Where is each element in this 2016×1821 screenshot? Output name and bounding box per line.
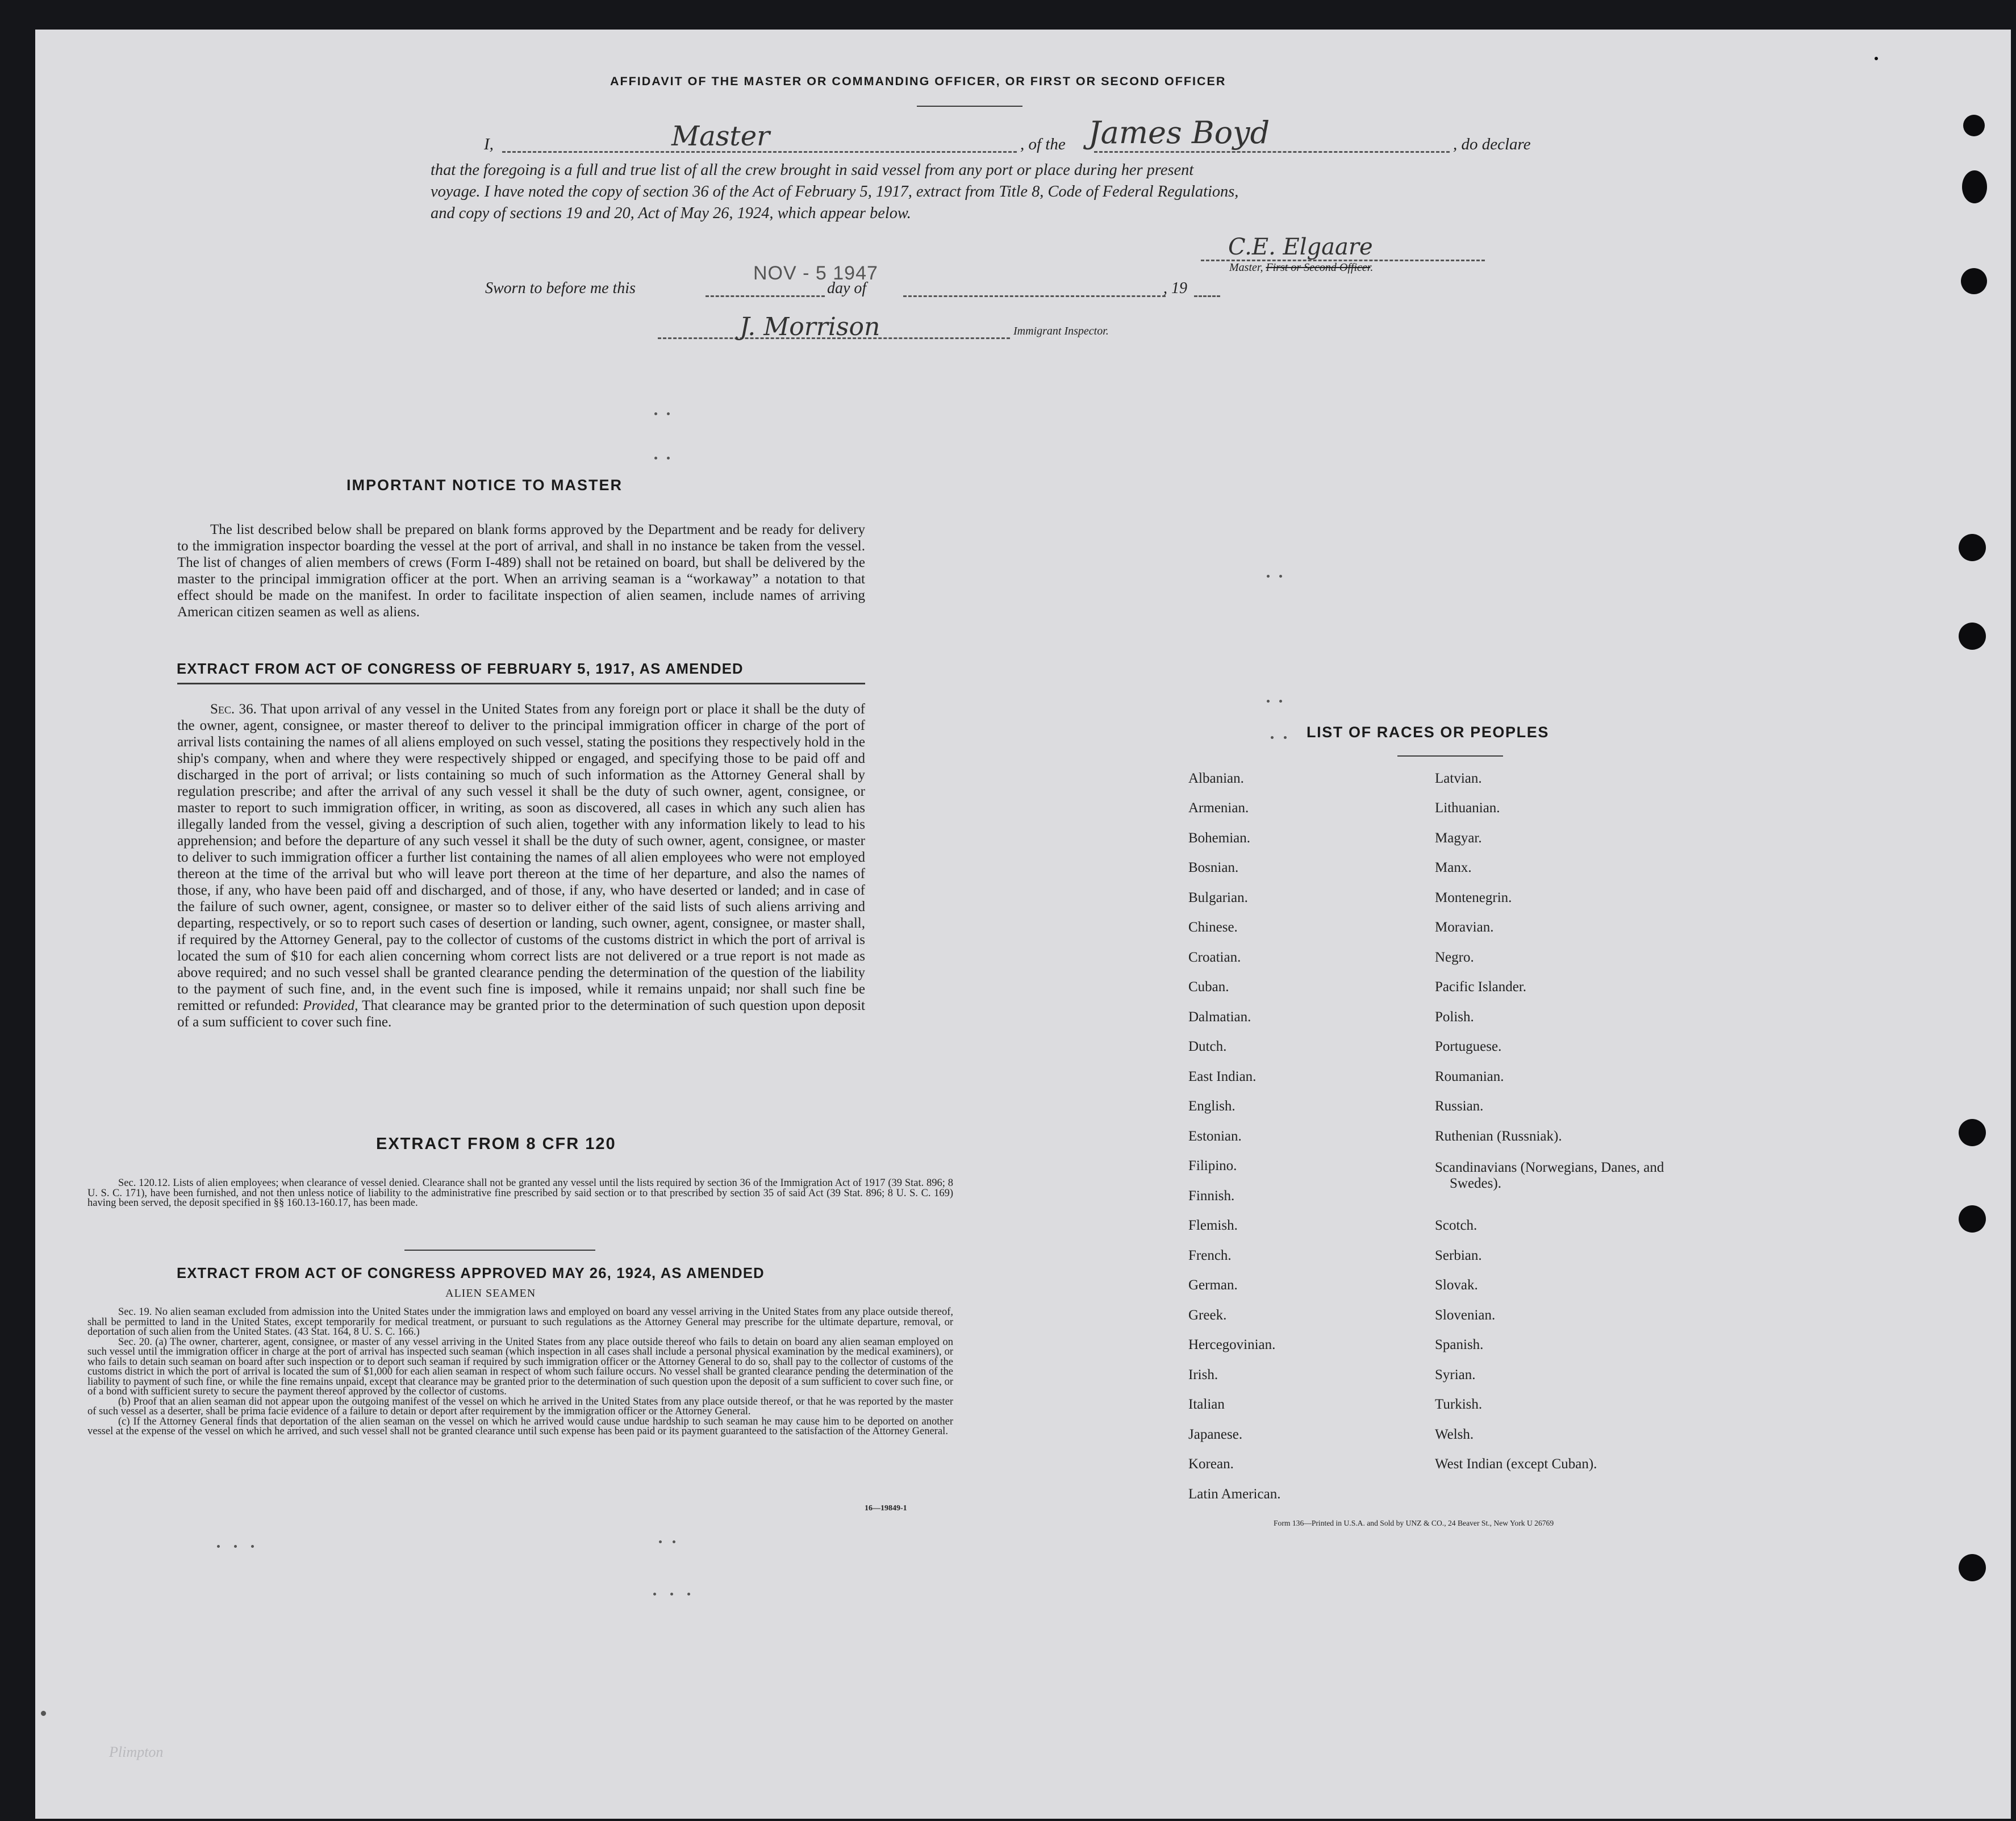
dust-speck — [673, 1540, 675, 1543]
vessel-fill-line — [1094, 151, 1450, 153]
race-item: Bulgarian. — [1188, 890, 1248, 905]
race-item: Cuban. — [1188, 979, 1229, 995]
race-item: English. — [1188, 1099, 1236, 1114]
extract-1917-rule — [177, 683, 865, 684]
dust-speck — [1267, 700, 1270, 703]
race-item: Korean. — [1188, 1456, 1234, 1472]
inspector-signature: J. Morrison — [740, 312, 880, 341]
dust-speck — [217, 1545, 220, 1548]
race-item: Irish. — [1188, 1367, 1218, 1383]
dust-speck — [251, 1545, 254, 1548]
cfr-body: Sec. 120.12. Lists of alien employees; when clearance of vessel denied. Clearance shall not be granted any vessel until the lists required by section 36 of the Immigration Act of 1917 (39 Stat. 896; 8 U. S. C. 171), have been furnished, and not then unless notice of liability to the administrative fine prescribed by said section or to that prescribed by section 35 of said Act (39 Stat. 896; 8 U. S. C. 169) having been served, the deposit specified in §§ 160.13-160.17, has been made. — [87, 1177, 953, 1209]
races-title-rule — [1397, 755, 1503, 757]
dust-speck — [654, 457, 657, 460]
race-item: Welsh. — [1435, 1427, 1474, 1442]
punch-hole — [1963, 115, 1985, 136]
year-prefix: , 19 — [1163, 279, 1187, 297]
race-item: Serbian. — [1435, 1248, 1482, 1263]
dust-speck — [654, 412, 657, 415]
race-item: Bosnian. — [1188, 860, 1239, 875]
race-item: Syrian. — [1435, 1367, 1476, 1383]
declaration-line-4: and copy of sections 19 and 20, Act of May 26, 1924, which appear below. — [431, 204, 911, 222]
extract-1924-body — [87, 1308, 953, 1437]
vessel-handwritten: James Boyd — [1088, 115, 1270, 151]
declaration-line-3: voyage. I have noted the copy of section 36 of the Act of February 5, 1917, extract from Title 8, Code of Federal Regulations, — [431, 183, 1239, 201]
notice-body: The list described below shall be prepared on blank forms approved by the Department and be ready for delivery to the immigration inspector boarding the vessel at the port of arrival, and shall in no instance be taken from the vessel. The list of changes of alien members of crews (Form I-489) shall not be retained on board, but shall be delivered by the master to the principal immigration officer at the port. When an arriving seaman is a “workaway” a notation to that effect should be made on the manifest. In order to facilitate inspection of alien seamen, include names of arriving American citizen seamen as well as aliens. — [177, 522, 865, 620]
race-item: West Indian (except Cuban). — [1435, 1456, 1597, 1472]
declare-i-label: I, — [484, 135, 494, 153]
race-item: Latin American. — [1188, 1486, 1281, 1502]
punch-hole — [1962, 170, 1987, 203]
document-page — [35, 30, 2011, 1819]
dust-speck — [687, 1593, 690, 1596]
race-item: Slovak. — [1435, 1277, 1478, 1293]
races-title: LIST OF RACES OR PEOPLES — [1307, 724, 1549, 741]
dust-speck — [659, 1540, 662, 1543]
declaration-line-2: that the foregoing is a full and true list of all the crew brought in said vessel from any port or place during her present — [431, 161, 1194, 179]
dust-speck — [1279, 700, 1282, 703]
sworn-month-line — [903, 295, 1166, 297]
master-caption — [1229, 261, 1373, 274]
dust-speck — [1267, 575, 1270, 578]
sec-36-label: Sec. 36. — [210, 701, 257, 717]
notice-title: IMPORTANT NOTICE TO MASTER — [347, 477, 623, 494]
race-item: Albanian. — [1188, 771, 1244, 786]
master-caption-prefix: Master, — [1229, 261, 1263, 274]
dust-speck — [670, 1593, 673, 1596]
race-item: Spanish. — [1435, 1337, 1484, 1352]
dust-speck — [1271, 736, 1274, 739]
race-item: East Indian. — [1188, 1069, 1257, 1084]
race-item: Flemish. — [1188, 1218, 1238, 1233]
punch-hole — [1959, 1205, 1986, 1233]
race-item: Ruthenian (Russniak). — [1435, 1129, 1562, 1144]
punch-hole — [1875, 57, 1878, 60]
race-item: Moravian. — [1435, 920, 1494, 935]
affidavit-title: AFFIDAVIT OF THE MASTER OR COMMANDING OFFICER, OR FIRST OR SECOND OFFICER — [610, 74, 1226, 88]
race-item: Armenian. — [1188, 800, 1249, 816]
race-item: Italian — [1188, 1397, 1225, 1412]
punch-hole — [1959, 534, 1986, 561]
sec-36-text-end: That clearance may be granted prior to the determination of such question upon deposit of a sum sufficient to cover such fine. — [177, 998, 865, 1030]
sec-20b-text: (b) Proof that an alien seaman did not appear upon the outgoing manifest of the vessel on which he arrived in the United States from any place outside thereof, or that he was reported by the master of such vessel as a deserter, shall be prima facie evidence of a failure to detain or deport after requirement by the immigration officer or the Attorney General. — [87, 1396, 953, 1417]
extract-1917-body — [177, 701, 865, 1030]
race-item: Roumanian. — [1435, 1069, 1504, 1084]
extract-1917-title: EXTRACT FROM ACT OF CONGRESS OF FEBRUARY 5, 1917, AS AMENDED — [177, 661, 744, 677]
sworn-day-line — [706, 295, 825, 297]
race-item: Hercegovinian. — [1188, 1337, 1276, 1352]
cfr-title: EXTRACT FROM 8 CFR 120 — [376, 1135, 616, 1153]
dust-speck — [667, 412, 670, 415]
race-item: Slovenian. — [1435, 1308, 1496, 1323]
sec-20c-text: (c) If the Attorney General finds that deportation of the alien seaman on the vessel on which he arrived would cause undue hardship to such seaman he may cause him to be deported on another vessel at the expense of the vessel on which he arrived, and such vessel shall not be granted clearance until such expense has been paid or its payment guaranteed to the satisfaction of the Attorney General. — [87, 1415, 953, 1437]
race-item: Turkish. — [1435, 1397, 1483, 1412]
punch-hole — [1959, 1554, 1986, 1581]
master-signature: C.E. Elgaare — [1228, 234, 1373, 260]
master-caption-struck: First or Second Officer — [1266, 261, 1371, 274]
dust-speck — [1284, 736, 1287, 739]
dust-speck — [41, 1711, 46, 1716]
affidavit-title-rule — [917, 106, 1022, 107]
race-item: Portuguese. — [1435, 1039, 1502, 1054]
race-item: Dutch. — [1188, 1039, 1227, 1054]
race-item: Estonian. — [1188, 1129, 1242, 1144]
race-item: Polish. — [1435, 1009, 1474, 1025]
race-item: Magyar. — [1435, 830, 1482, 846]
race-item: Dalmatian. — [1188, 1009, 1251, 1025]
dust-speck — [1279, 575, 1282, 578]
race-item: Bohemian. — [1188, 830, 1251, 846]
race-item: Greek. — [1188, 1308, 1227, 1323]
race-item: Scandinavians (Norwegians, Danes, and Swedes). — [1435, 1160, 1664, 1191]
name-handwritten: Master — [671, 120, 770, 152]
inspector-label: Immigrant Inspector. — [1013, 325, 1109, 337]
punch-hole — [1961, 268, 1987, 294]
date-stamp: NOV - 5 1947 — [753, 262, 878, 284]
race-item: French. — [1188, 1248, 1232, 1263]
race-item: Montenegrin. — [1435, 890, 1512, 905]
race-item: Latvian. — [1435, 771, 1482, 786]
race-item: Scotch. — [1435, 1218, 1477, 1233]
of-the-label: , of the — [1020, 135, 1066, 153]
race-item: Japanese. — [1188, 1427, 1243, 1442]
punch-hole — [1959, 623, 1986, 650]
provided-label: Provided, — [303, 998, 358, 1013]
extract-1924-title: EXTRACT FROM ACT OF CONGRESS APPROVED MAY 26, 1924, AS AMENDED — [177, 1265, 765, 1281]
master-caption-suffix: . — [1370, 261, 1374, 274]
sec-36-text: That upon arrival of any vessel in the United States from any foreign port or place it shall be the duty of the owner, agent, consignee, or master thereof to deliver to the principal immigration officer in charge of the port of arrival lists containing the names of all aliens employed on such vessel, stating the positions they respectively hold in the ship's company, when and where they were respectively shipped or engaged, and specifying those to be paid off and discharged in the port of arrival; or lists containing so much of such information as the Attorney General shall by regulation prescribe; and after the arrival of any such vessel it shall be the duty of such owner, agent, consignee, or master to report to such immigration officer, in writing, as soon as discovered, all cases in which any such alien has illegally landed from the vessel, giving a description of such alien, together with any information likely to lead to his apprehension; and before the departure of any such vessel it shall be the duty of such owner, agent, consignee, or master to deliver to such immigration officer a further list containing the names of all alien employees who were not employed thereon at the time of the arrival but who will leave port thereon at the time of her departure, and also the names of those, if any, who have been paid off and discharged, and of those, if any, who have deserted or landed; and in case of the failure of such owner, agent, consignee, or master so to deliver either of the said lists of such aliens arriving and departing, respectively, or so to report such cases of desertion or landing, such owner, agent, consignee, or master shall, if required by the Attorney General, pay to the collector of customs of the customs district in which the port of arrival is located the sum of $10 for each alien concerning whom correct lists are not delivered or a true report is not made as above required; and no such vessel shall be granted clearance pending the determination of the question of the liability to the payment of such fine, and, in the event such fine is imposed, while it remains unpaid; nor shall such fine be remitted or refunded: — [177, 701, 865, 1013]
printer-line: Form 136—Printed in U.S.A. and Sold by UNZ & CO., 24 Beaver St., New York U 26769 — [1274, 1519, 1554, 1527]
form-code: 16—19849-1 — [865, 1504, 907, 1513]
alien-seamen-subtitle: ALIEN SEAMEN — [445, 1287, 536, 1300]
dust-speck — [653, 1593, 656, 1596]
race-item: German. — [1188, 1277, 1238, 1293]
race-item: Croatian. — [1188, 950, 1241, 965]
race-item: Manx. — [1435, 860, 1472, 875]
race-item: Negro. — [1435, 950, 1474, 965]
dust-speck — [234, 1545, 237, 1548]
day-of-label: day of — [827, 279, 867, 297]
sworn-label: Sworn to before me this — [485, 279, 636, 297]
race-item: Pacific Islander. — [1435, 979, 1527, 995]
punch-hole — [1959, 1119, 1986, 1146]
race-item: Lithuanian. — [1435, 800, 1500, 816]
margin-pencil-note: Plimpton — [109, 1744, 164, 1760]
dust-speck — [667, 457, 670, 460]
race-item: Finnish. — [1188, 1188, 1235, 1204]
race-item: Filipino. — [1188, 1158, 1237, 1173]
year-fill-line — [1194, 295, 1220, 297]
race-item: Chinese. — [1188, 920, 1238, 935]
race-item: Russian. — [1435, 1099, 1484, 1114]
sec-19-text: Sec. 19. No alien seaman excluded from admission into the United States under the immigration laws and employed on board any vessel arriving in the United States from any place outside thereof, shall be permitted to land in the United States, except temporarily for medical treatment, or pursuant to such regulations as the Attorney General may prescribe for the ultimate departure, removal, or deportation of such alien from the United States. (43 Stat. 164, 8 U. S. C. 166.) — [87, 1306, 953, 1338]
do-declare-label: , do declare — [1453, 135, 1531, 153]
cfr-rule — [404, 1250, 595, 1251]
sec-20a-text: Sec. 20. (a) The owner, charterer, agent, consignee, or master of any vessel arriving in the United States from any place outside thereof who fails to detain on board any alien seaman employed on such vessel until the immigration officer in charge at the port of arrival has inspected such seaman (which inspection in all cases shall include a personal physical examination by the medical examiners), or who fails to detain such seaman on board after such inspection or to deport such seaman if required by such immigration officer or the Attorney General to do so, shall pay to the collector of customs of the customs district in which the port of arrival is located the sum of $1,000 for each alien seaman in respect of whom such failure occurs. No vessel shall be granted clearance pending the determination of the liability to payment of such fine, or while the fine remains unpaid, except that clearance may be granted prior to the determination of such question upon the deposit of a sum sufficient to cover such fine, or of a bond with sufficient surety to secure the payment thereof approved by the collector of customs. — [87, 1336, 953, 1397]
